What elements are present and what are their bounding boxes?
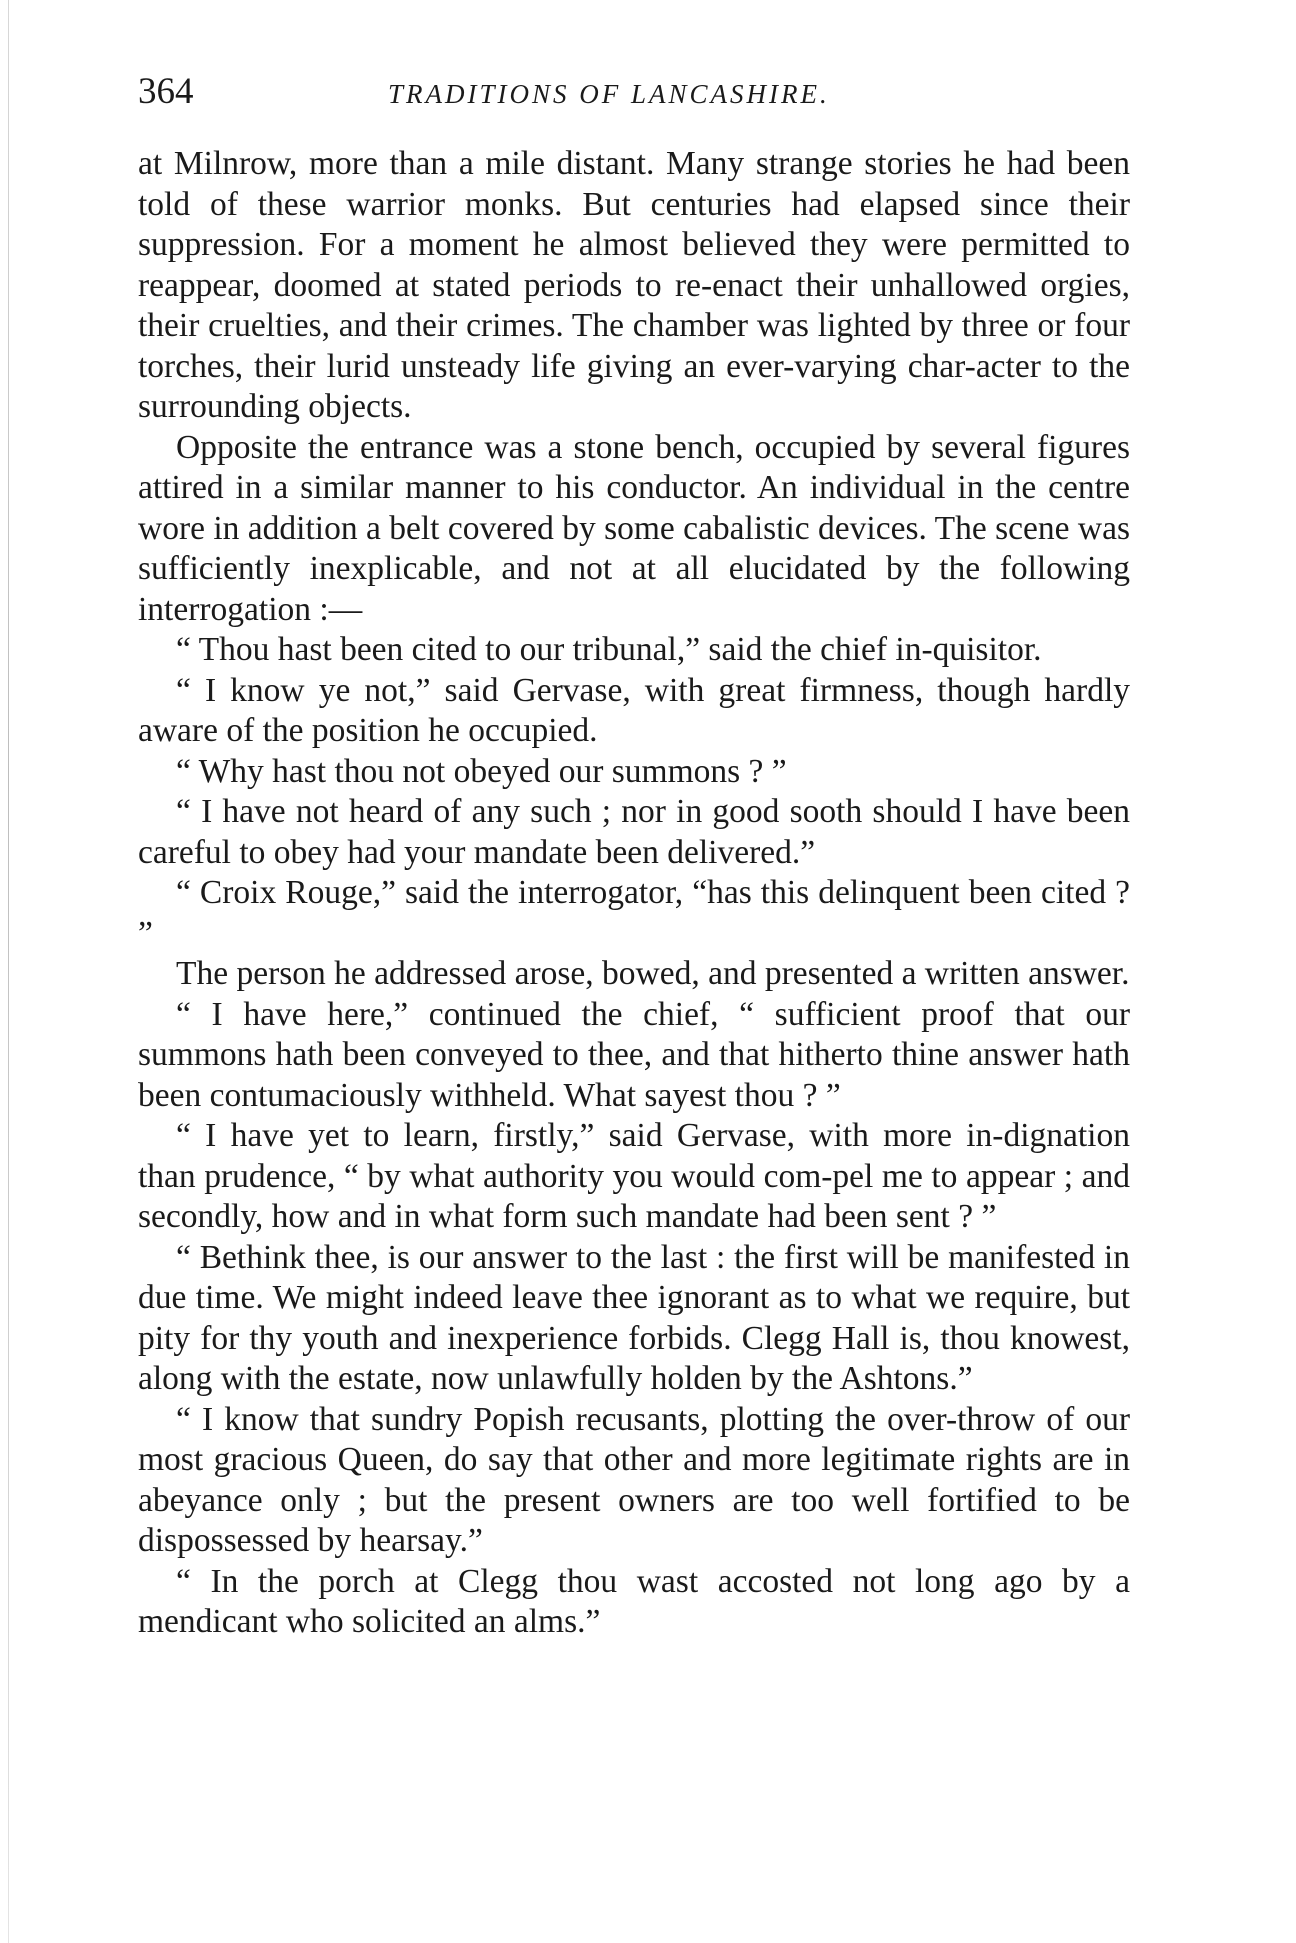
paragraph: “ Bethink thee, is our answer to the last : the first will be manifested in due time. We might indeed leave thee ignorant as to what we require, but pity for thy youth and inexperience forbids. Clegg Hall is, thou knowest, along with the estate, now unlawfully holden by the Ashtons.” [138, 1238, 1130, 1397]
paragraph: The person he addressed arose, bowed, and presented a written answer. [176, 955, 1130, 992]
page-number: 364 [138, 71, 194, 112]
paragraph: “ Thou hast been cited to our tribunal,” said the chief in-quisitor. [176, 631, 1042, 668]
paragraph: “ Why hast thou not obeyed our summons ? ” [176, 752, 787, 790]
paragraph: “ I have not heard of any such ; nor in good sooth should I have been careful to obey had your mandate been delivered.” [138, 793, 1130, 871]
paragraph: “ I know that sundry Popish recusants, plotting the over-throw of our most gracious Queen, do say that other and more legitimate rights are in abeyance only ; but the present owners are too well fortified to be dispossessed by hearsay.” [138, 1400, 1130, 1559]
paragraph: “ I have here,” continued the chief, “ sufficient proof that our summons hath been conveyed to thee, and that hitherto thine answer hath been contumaciously withheld. What sayest thou ? ” [138, 995, 1130, 1114]
paragraph: “ In the porch at Clegg thou wast accosted not long ago by a mendicant who solicited an alms.” [138, 1562, 1130, 1640]
page-header [138, 70, 1128, 114]
body-text [138, 144, 1130, 1643]
running-title: TRADITIONS OF LANCASHIRE. [388, 79, 830, 109]
paragraph: “ I know ye not,” said Gervase, with great firmness, though hardly aware of the position he occupied. [138, 671, 1130, 749]
paragraph: at Milnrow, more than a mile distant. Many strange stories he had been told of these warrior monks. But centuries had elapsed since their suppression. For a moment he almost believed they were permitted to reappear, doomed at stated periods to re-enact their unhallowed orgies, their cruelties, and their crimes. The chamber was lighted by three or four torches, their lurid unsteady life giving an ever-varying char-acter to the surrounding objects. [138, 145, 1130, 425]
paragraph: “ I have yet to learn, firstly,” said Gervase, with more in-dignation than prudence, “ by what authority you would com-pel me to appear ; and secondly, how and in what form such mandate had been sent ? ” [138, 1117, 1130, 1235]
paragraph: “ Croix Rouge,” said the interrogator, “has this delinquent been cited ? ” [138, 874, 1130, 952]
paragraph: Opposite the entrance was a stone bench, occupied by several figures attired in a similar manner to his conductor. An individual in the centre wore in addition a belt covered by some cabalistic devices. The scene was sufficiently inexplicable, and not at all elucidated by the following interrogation :— [138, 428, 1130, 628]
page-edge-line [8, 0, 9, 1943]
